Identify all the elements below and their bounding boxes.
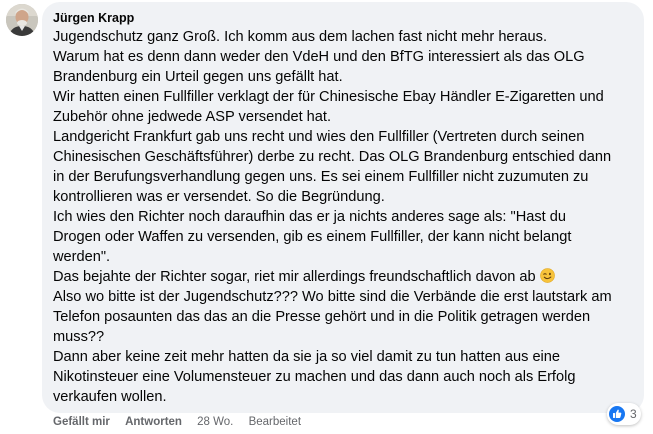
comment-actions [53, 416, 313, 428]
comment-line-text: Das bejahte der Richter sogar, riet mir allerdings freundschaftlich davon ab [53, 269, 536, 285]
comment-author[interactable]: Jürgen Krapp [53, 11, 135, 25]
comment-line [53, 167, 641, 187]
comment-line-text: in der Berufungsverhandlung gegen uns. Es sei einem Fullfiller nicht zuzumuten zu [53, 169, 589, 185]
comment-line-text: Ich wies den Richter noch daraufhin das er ja nichts anderes sage als: "Hast du [53, 209, 567, 225]
comment-line-text: muss?? [53, 329, 105, 345]
reaction-count: 3 [630, 407, 637, 421]
comment-line-text: kontrollieren was er versendet. So die Begründung. [53, 189, 385, 205]
comment-bubble [42, 2, 644, 413]
comment-line [53, 347, 641, 367]
comment-line-text: Zubehör ohne jedwede ASP versendet hat. [53, 109, 332, 125]
comment-line [53, 27, 641, 47]
like-link[interactable]: Gefällt mir [53, 416, 110, 428]
comment-line-text: werden". [53, 249, 111, 265]
comment-line-text: Telefon posaunten das das an die Presse gehört und in die Politik getragen werden [53, 309, 591, 325]
comment-line-text: Dann aber keine zeit mehr hatten da sie ja so viel damit zu tun hatten aus eine [53, 349, 561, 365]
comment-line [53, 127, 641, 147]
avatar[interactable] [6, 4, 38, 36]
reply-link[interactable]: Antworten [125, 416, 182, 428]
comment-line [53, 247, 641, 267]
profile-photo [6, 4, 38, 36]
winking-face-icon [540, 268, 555, 283]
comment-line [53, 47, 641, 67]
comment-text [53, 27, 641, 407]
like-thumb-icon [609, 406, 625, 422]
comment-line-text: Wir hatten einen Fullfiller verklagt der für Chinesische Ebay Händler E-Zigaretten und [53, 89, 604, 105]
comment-line-text: Landgericht Frankfurt gab uns recht und wies den Fullfiller (Vertreten durch seinen [53, 129, 585, 145]
comment-line-text: Nikotinsteuer eine Volumensteuer zu machen und das dann auch noch als Erfolg [53, 369, 576, 385]
comment-line [53, 107, 641, 127]
comment-line [53, 67, 641, 87]
reaction-summary[interactable] [607, 403, 641, 425]
comment-line [53, 227, 641, 247]
comment-line [53, 267, 641, 287]
comment-line [53, 287, 641, 307]
comment-line-text: Also wo bitte ist der Jugendschutz??? Wo bitte sind die Verbände die erst lautstark am [53, 289, 612, 305]
comment-line [53, 207, 641, 227]
edited-label: Bearbeitet [248, 416, 302, 428]
comment-line-text: Jugendschutz ganz Groß. Ich komm aus dem lachen fast nicht mehr heraus. [53, 29, 547, 45]
comment-line-text: verkaufen wollen. [53, 389, 167, 405]
comment-line [53, 147, 641, 167]
comment-line-text: Chinesischen Geschäftsführer) derbe zu recht. Das OLG Brandenburg entschied dann [53, 149, 612, 165]
comment-timestamp[interactable]: 28 Wo. [197, 416, 234, 428]
comment-line-text: Drogen oder Waffen zu versenden, gib es einem Fullfiller, der kann nicht belangt [53, 229, 572, 245]
comment-line [53, 187, 641, 207]
comment-line [53, 367, 641, 387]
comment-line [53, 387, 641, 407]
comment-line [53, 307, 641, 327]
comment-line [53, 327, 641, 347]
comment-line [53, 87, 641, 107]
comment-line-text: Warum hat es denn dann weder den VdeH und den BfTG interessiert als das OLG [53, 49, 585, 65]
comment-line-text: Brandenburg ein Urteil gegen uns gefällt hat. [53, 69, 343, 85]
